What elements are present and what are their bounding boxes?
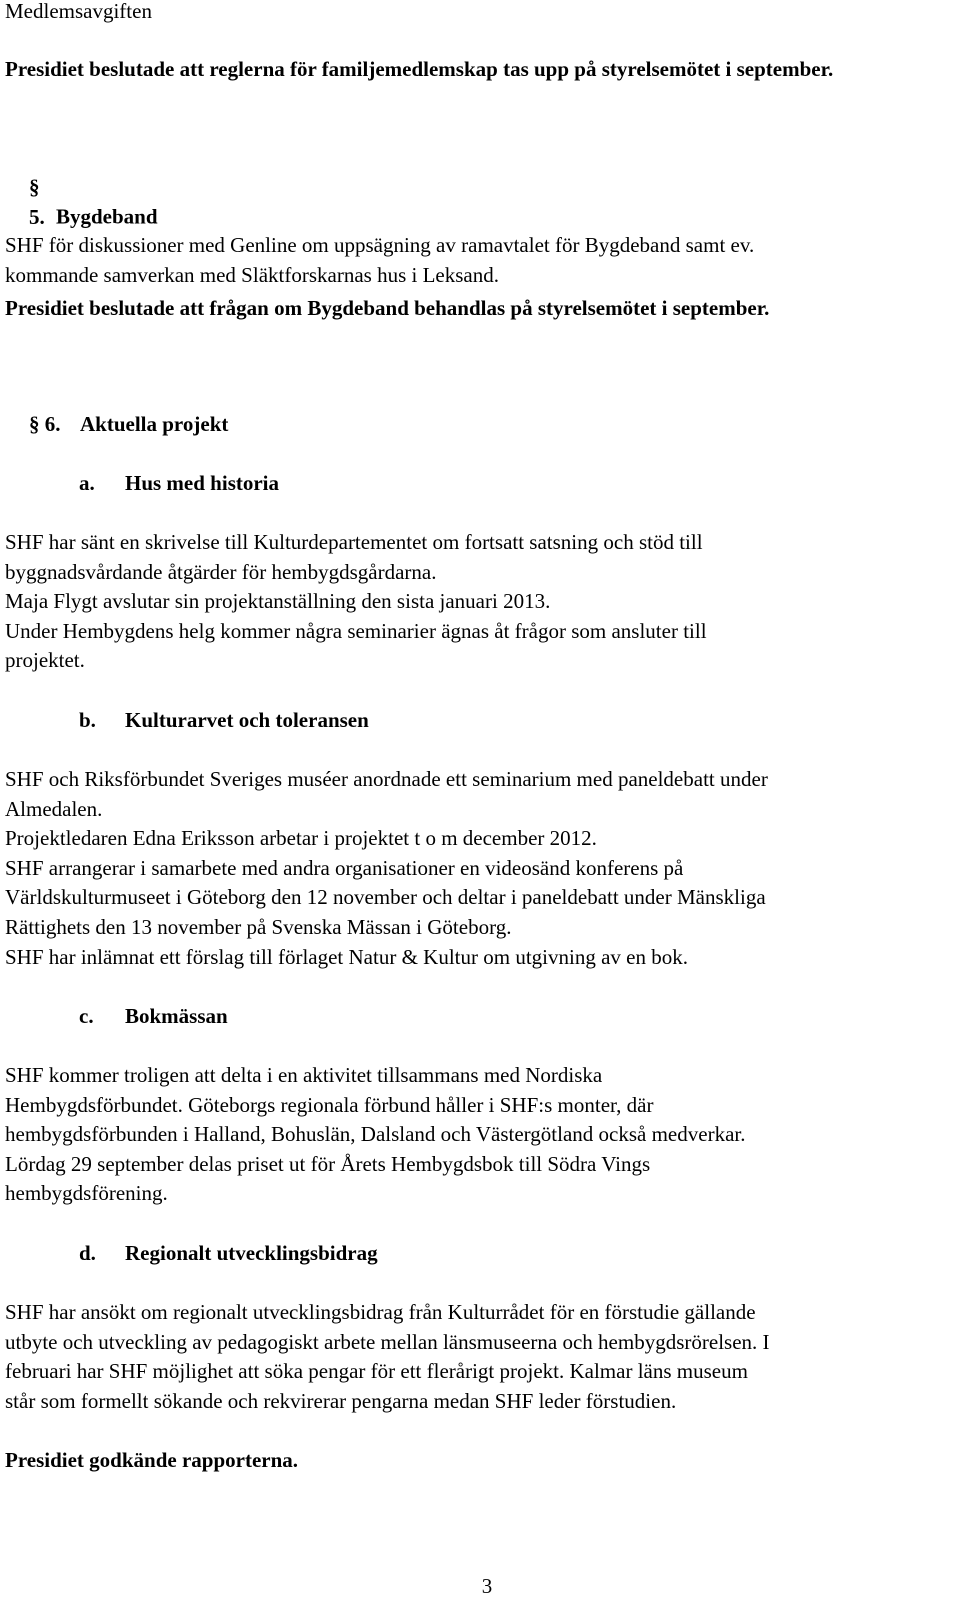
subsection-b-line: SHF arrangerar i samarbete med andra organisationer en videosänd konferens på (5, 855, 684, 880)
subsection-a-line: projektet. (5, 648, 85, 673)
subsection-a-body (5, 528, 950, 676)
subsection-b-letter: b. (79, 708, 96, 732)
membership-decision-line-1 (5, 55, 950, 85)
subsection-b-line: Projektledaren Edna Eriksson arbetar i projektet t o m december 2012. (5, 826, 597, 851)
section-6-title: Aktuella projekt (80, 412, 229, 436)
subsection-d-heading (5, 1239, 378, 1269)
subsection-d-line: februari har SHF möjlighet att söka pengar för ett flerårigt projekt. Kalmar läns museum (5, 1359, 748, 1384)
subsection-c-line: SHF kommer troligen att delta i en aktivitet tillsammans med Nordiska (5, 1063, 603, 1087)
section-5-line: kommande samverkan med Släktforskarnas hus i Leksand. (5, 262, 499, 287)
subsection-a-title: Hus med historia (125, 471, 280, 495)
section-5-line: SHF för diskussioner med Genline om uppsägning av ramavtalet för Bygdeband samt ev. (5, 233, 755, 257)
subsection-d-letter: d. (79, 1241, 96, 1265)
subsection-c-letter: c. (79, 1004, 94, 1028)
subsection-c-body (5, 1061, 950, 1209)
section-6-number: § 6. (29, 412, 61, 436)
subsection-b-line: SHF har inlämnat ett förslag till förlaget Natur & Kultur om utgivning av en bok. (5, 944, 688, 969)
section-title-membership: Medlemsavgiften (5, 0, 152, 23)
subsection-a-line: SHF har sänt en skrivelse till Kulturdepartementet om fortsatt satsning och stöd till (5, 530, 703, 554)
section-6-decision: Presidiet godkände rapporterna. (5, 1448, 299, 1472)
subsection-a-line: byggnadsvårdande åtgärder för hembygdsgårdarna. (5, 559, 437, 584)
subsection-b-line: SHF och Riksförbundet Sveriges muséer anordnade ett seminarium med paneldebatt under (5, 767, 768, 791)
section-6-heading (5, 410, 228, 440)
subsection-c-line: hembygdsförening. (5, 1181, 168, 1206)
subsection-a-heading (5, 469, 279, 499)
subsection-b-line: Rättighets den 13 november på Svenska Mässan i Göteborg. (5, 914, 512, 939)
subsection-c-line: Lördag 29 september delas priset ut för Årets Hembygdsbok till Södra Vings (5, 1151, 651, 1176)
subsection-c-line: hembygdsförbunden i Halland, Bohuslän, Dalsland och Västergötland också medverkar. (5, 1122, 746, 1147)
section-5-body (5, 231, 950, 290)
membership-decision: Presidiet beslutade att reglerna för familjemedlemskap tas upp på styrelsemötet i september. (5, 57, 834, 81)
subsection-d-line: utbyte och utveckling av pedagogiskt arbete mellan länsmuseerna och hembygdsrörelsen. I (5, 1329, 770, 1354)
section-5-heading (5, 173, 158, 232)
page-number: 3 (481, 1574, 493, 1598)
subsection-d-line: står som formellt sökande och rekvirerar pengarna medan SHF leder förstudien. (5, 1388, 677, 1413)
subsection-d-body (5, 1298, 950, 1416)
subsection-c-title: Bokmässan (125, 1004, 228, 1028)
section-5-decision: Presidiet beslutade att frågan om Bygdeband behandlas på styrelsemötet i september. (5, 296, 770, 320)
subsection-b-title: Kulturarvet och toleransen (125, 708, 369, 732)
subsection-d-title: Regionalt utvecklingsbidrag (125, 1241, 378, 1265)
subsection-b-line: Almedalen. (5, 796, 103, 821)
subsection-c-line: Hembygdsförbundet. Göteborgs regionala förbund håller i SHF:s monter, där (5, 1092, 654, 1117)
subsection-a-line: Maja Flygt avslutar sin projektanställning den sista januari 2013. (5, 589, 551, 614)
section-5-number: § 5. (29, 175, 45, 229)
subsection-c-heading (5, 1002, 228, 1032)
subsection-d-line: SHF har ansökt om regionalt utvecklingsbidrag från Kulturrådet för en förstudie gällande (5, 1300, 756, 1324)
subsection-b-heading (5, 706, 369, 736)
subsection-a-letter: a. (79, 471, 95, 495)
subsection-b-line: Världskulturmuseet i Göteborg den 12 november och deltar i paneldebatt under Mänskliga (5, 885, 766, 910)
subsection-a-line: Under Hembygdens helg kommer några seminarier ägnas åt frågor som ansluter till (5, 618, 707, 643)
subsection-b-body (5, 765, 950, 972)
section-5-title: Bygdeband (56, 204, 158, 229)
